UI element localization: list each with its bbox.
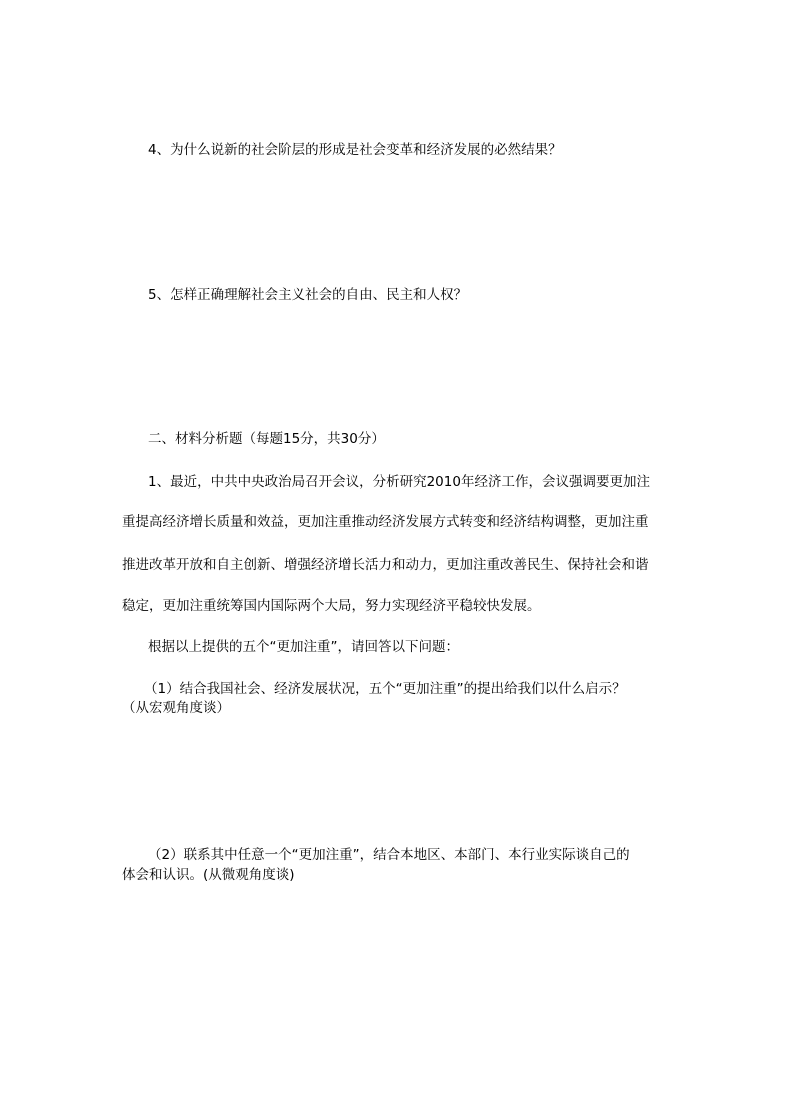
- question-4: 4、为什么说新的社会阶层的形成是社会变革和经济发展的必然结果？: [148, 142, 562, 158]
- sub-question-2-line-1: （2）联系其中任意一个“更加注重”，结合本地区、本部门、本行业实际谈自己的: [148, 847, 630, 863]
- material-line-4: 稳定，更加注重统筹国内国际两个大局，努力实现经济平稳较快发展。: [122, 598, 541, 614]
- material-line-2: 重提高经济增长质量和效益，更加注重推动经济发展方式转变和经济结构调整，更加注重: [122, 514, 649, 530]
- sub-question-1-line-2: （从宏观角度谈）: [122, 700, 230, 716]
- sub-question-2-line-2: 体会和认识。(从微观角度谈): [122, 867, 295, 883]
- material-line-1: 1、最近，中共中央政治局召开会议，分析研究2010年经济工作，会议强调要更加注: [148, 474, 650, 490]
- sub-question-1-line-1: （1）结合我国社会、经济发展状况，五个“更加注重”的提出给我们以什么启示？: [144, 681, 626, 697]
- question-5: 5、怎样正确理解社会主义社会的自由、民主和人权？: [148, 287, 468, 303]
- section-2-heading: 二、材料分析题（每题15分，共30分）: [148, 431, 385, 447]
- material-line-3: 推进改革开放和自主创新、增强经济增长活力和动力，更加注重改善民生、保持社会和谐: [122, 557, 649, 573]
- material-prompt: 根据以上提供的五个“更加注重”，请回答以下问题：: [148, 639, 459, 655]
